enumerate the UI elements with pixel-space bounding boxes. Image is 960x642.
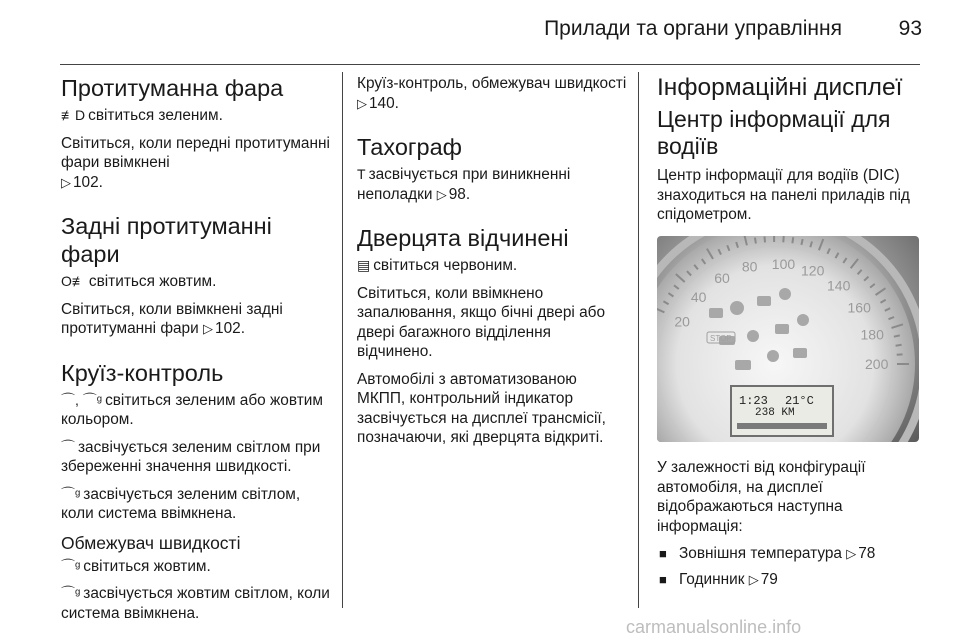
limiter-status: ⌒ᶢ світиться жовтим. (61, 557, 211, 575)
dial-tick (765, 236, 766, 242)
display-odometer: 238 KM (755, 407, 795, 419)
header-title: Прилади та органи управління (544, 17, 842, 40)
dial-tick (894, 335, 900, 336)
speed-label: 200 (865, 356, 889, 372)
door-desc-2: Автомобілі з автоматизованою МКПП, контрольний індикатор засвічується на дисплеї трансмісії, позначаючи, які дверцята відкриті. (357, 370, 606, 446)
column-2 (357, 74, 629, 456)
speed-label: 80 (741, 258, 758, 275)
watermark: carmanualsonline.info (626, 617, 802, 637)
dial-tick (801, 239, 802, 245)
dic-info-desc: У залежності від конфігурації автомобіля, на дисплеї відображаються наступна інформація: (657, 459, 866, 535)
column-divider-2 (638, 72, 639, 608)
list-item: ■ Зовнішня температура ▷ 78 (657, 544, 922, 564)
clock-ref[interactable]: 79 (760, 570, 778, 588)
reference-arrow-icon: ▷ (436, 186, 447, 202)
speed-label: 20 (674, 313, 690, 330)
cruise-desc-2: ⌒ᶢ засвічується зеленим світлом, коли система ввімкнена. (61, 485, 301, 522)
rear-fog-heading: Задні протитуманні фари (61, 213, 272, 267)
tachograph-ref[interactable]: 98. (448, 185, 471, 203)
dial-tick (792, 237, 793, 243)
fog-light-heading: Протитуманна фара (61, 75, 284, 101)
door-open-heading: Дверцята відчинені (357, 225, 569, 251)
reference-arrow-icon: ▷ (846, 546, 857, 561)
front-fog-light-icon: ≢D (61, 107, 86, 123)
page-number: 93 (898, 17, 922, 40)
speed-label: 100 (771, 256, 796, 273)
column-3-lower (657, 458, 922, 595)
cruise-control-heading: Круїз-контроль (61, 359, 224, 386)
speed-label: 120 (801, 262, 825, 279)
speed-limiter-icon: ⌒ᶢ (61, 585, 81, 601)
dial-tick (755, 238, 756, 244)
speed-label: 60 (714, 269, 730, 286)
door-desc-1: Світиться, коли ввімкнено запалювання, якщо бічні двері або двері багажного відділення відчинено. (357, 284, 606, 360)
header-rule (60, 64, 920, 65)
speed-limiter-heading: Обмежувач швидкості (61, 532, 241, 553)
fog-light-ref[interactable]: 102. (73, 173, 103, 191)
dial-tick (896, 345, 902, 346)
dial-tick (783, 236, 784, 242)
column-divider-1 (342, 72, 343, 608)
info-displays-heading: Інформаційні дисплеї (657, 74, 903, 101)
temperature-ref[interactable]: 78 (858, 545, 876, 562)
speed-label: 140 (827, 277, 851, 294)
reference-arrow-icon: ▷ (61, 174, 71, 190)
stop-label: STOP (710, 334, 732, 343)
fog-light-desc: Світиться, коли передні протитуманні фари ввімкнені ▷ 102. (61, 134, 330, 191)
column-3 (657, 74, 922, 233)
fog-light-status: ≢D світиться зеленим. (61, 107, 223, 124)
tachograph-icon: T (357, 166, 366, 182)
dic-heading: Центр інформації для водіїв (657, 106, 891, 159)
cruise-ref[interactable]: 140. (369, 94, 399, 112)
rear-fog-status: O≢ світиться жовтим. (61, 273, 217, 290)
page-header (0, 15, 960, 51)
column-1 (61, 74, 333, 631)
info-list (657, 544, 922, 589)
limiter-desc: ⌒ᶢ засвічується жовтим світлом, коли система ввімкнена. (61, 585, 330, 622)
speed-label: 180 (860, 326, 884, 343)
tachograph-desc: T засвічується при виникненні неполадки ▷ 98. (357, 166, 571, 203)
door-status: ▤ світиться червоним. (357, 257, 518, 274)
cruise-status: ⌒, ⌒ᶢ світиться зеленим або жовтим кольором. (61, 391, 323, 428)
cruise-continued: Круїз-контроль, обмежувач швидкості ▷ 140. (357, 75, 627, 112)
rear-fog-desc: Світиться, коли ввімкнені задні протитуманні фари ▷ 102. (61, 300, 283, 337)
speed-label: 40 (690, 288, 707, 305)
cruise-desc-1: ⌒ засвічується зеленим світлом при збереженні значення швидкості. (61, 438, 321, 475)
cruise-control-icon: ⌒, ⌒ᶢ (61, 391, 103, 408)
display-temperature: 21°C (785, 394, 814, 408)
instrument-cluster-image (657, 236, 919, 442)
reference-arrow-icon: ▷ (203, 321, 214, 336)
reference-arrow-icon: ▷ (357, 95, 367, 111)
cruise-active-icon: ⌒ᶢ (61, 485, 81, 502)
cruise-control-icon: ⌒ (61, 438, 75, 455)
tachograph-heading: Тахограф (357, 134, 462, 160)
rear-fog-ref[interactable]: 102. (215, 320, 245, 337)
list-item: ■ Годинник ▷ 79 (657, 570, 922, 590)
speed-limiter-icon: ⌒ᶢ (61, 557, 81, 574)
reference-arrow-icon: ▷ (748, 571, 759, 587)
speed-label: 160 (847, 299, 871, 316)
display-time: 1:23 (739, 394, 768, 408)
dic-intro: Центр інформації для водіїв (DIC) знаходиться на панелі приладів під спідометром. (657, 167, 910, 223)
rear-fog-light-icon: O≢ (61, 273, 86, 289)
door-open-icon: ▤ (357, 257, 371, 273)
